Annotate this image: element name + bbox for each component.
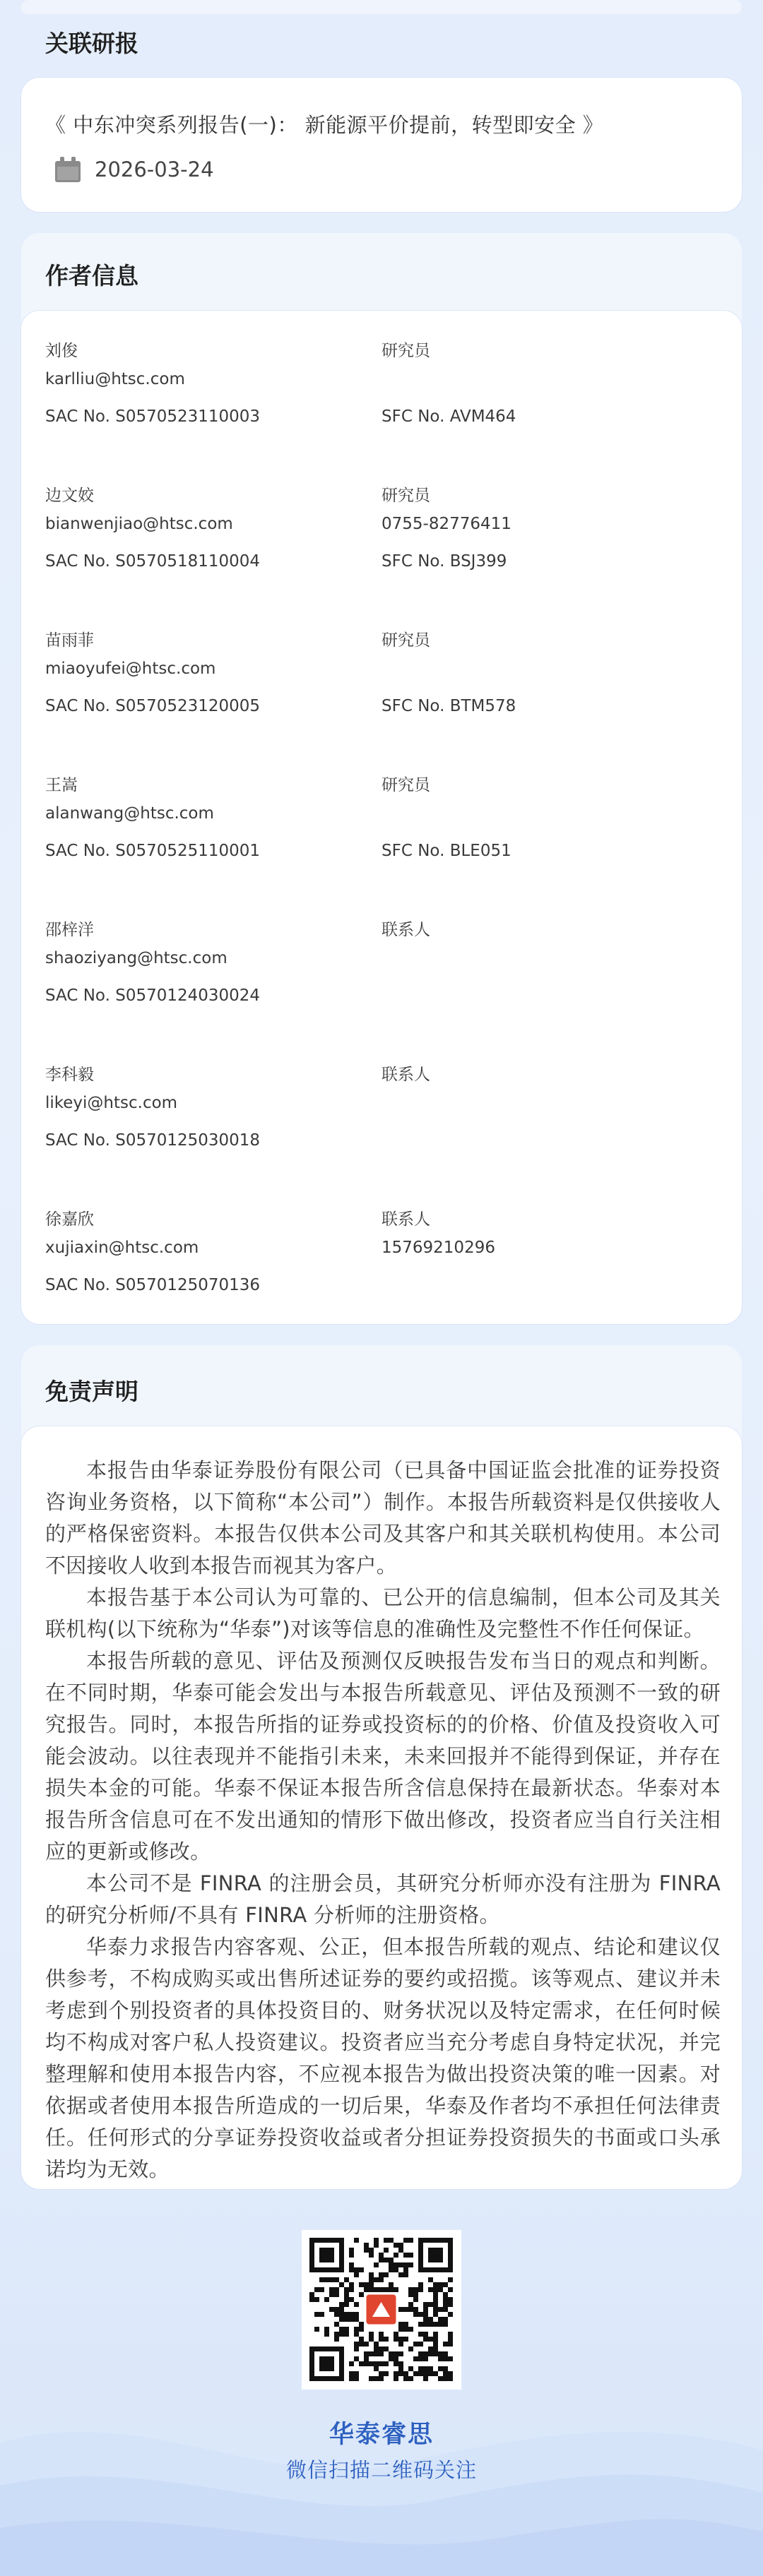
- report-date: 2026-03-24: [95, 157, 214, 181]
- author-entry: [45, 482, 723, 609]
- author-phone: 15769210296: [382, 1239, 495, 1257]
- author-name: 李科毅: [45, 1066, 94, 1084]
- author-email[interactable]: xujiaxin@htsc.com: [45, 1239, 199, 1257]
- author-role: 研究员: [382, 342, 430, 360]
- disclaimer-paragraph: 华泰力求报告内容客观、公正，但本报告所载的观点、结论和建议仅供参考，不构成购买或出售所述证券的要约或招揽。该等观点、建议并未考虑到个别投资者的具体投资目的、财务状况以及特定需求，在任何时候均不构成对客户私人投资建议。投资者应当充分考虑自身特定状况，并完整理解和使用本报告内容，不应视本报告为做出投资决策的唯一因素。对依据或者使用本报告所造成的一切后果，华泰及作者均不承担任何法律责任。任何形式的分享证券投资收益或者分担证券投资损失的书面或口头承诺均为无效。: [45, 1935, 721, 2181]
- author-sfc-number: SFC No. BLE051: [382, 842, 511, 860]
- author-entry: [45, 338, 723, 465]
- author-entry: [45, 627, 723, 754]
- author-email[interactable]: likeyi@htsc.com: [45, 1094, 178, 1112]
- author-name: 王嵩: [45, 776, 78, 794]
- author-sac-number: SAC No. S0570125030018: [45, 1131, 261, 1150]
- author-sac-number: SAC No. S0570525110001: [45, 842, 261, 860]
- author-sac-number: SAC No. S0570125070136: [45, 1276, 261, 1294]
- author-phone: 0755-82776411: [382, 515, 511, 533]
- author-sac-number: SAC No. S0570523120005: [45, 697, 261, 715]
- author-sac-number: SAC No. S0570523110003: [45, 407, 261, 426]
- author-sfc-number: SFC No. BTM578: [382, 697, 516, 715]
- calendar-icon: [55, 157, 81, 182]
- author-name: 徐嘉欣: [45, 1210, 94, 1229]
- author-role: 研究员: [382, 776, 430, 794]
- author-sac-number: SAC No. S0570124030024: [45, 986, 261, 1005]
- disclaimer-paragraph: 本报告基于本公司认为可靠的、已公开的信息编制，但本公司及其关联机构(以下统称为“华泰”)对该等信息的准确性及完整性不作任何保证。: [45, 1585, 721, 1641]
- author-role: 研究员: [382, 487, 430, 505]
- brand-subtitle: 微信扫描二维码关注: [285, 2458, 477, 2482]
- author-role: 研究员: [382, 631, 430, 650]
- author-email[interactable]: miaoyufei@htsc.com: [45, 660, 216, 678]
- author-role: 联系人: [382, 921, 430, 939]
- author-entry: [45, 1206, 723, 1333]
- author-email[interactable]: alanwang@htsc.com: [45, 804, 214, 823]
- author-entry: [45, 917, 723, 1044]
- author-name: 边文姣: [45, 487, 94, 505]
- author-name: 刘俊: [45, 342, 78, 360]
- related-report-card[interactable]: [21, 78, 742, 212]
- related-reports-title: 关联研报: [45, 30, 138, 57]
- author-name: 苗雨菲: [45, 631, 94, 650]
- author-role: 联系人: [382, 1066, 430, 1084]
- related-report-link[interactable]: 《 中东冲突系列报告(一)： 新能源平价提前，转型即安全 》: [45, 113, 604, 137]
- author-role: 联系人: [382, 1210, 430, 1229]
- disclaimer-paragraph: 本报告由华泰证券股份有限公司（已具备中国证监会批准的证券投资咨询业务资格，以下简称“本公司”）制作。本报告所载资料是仅供接收人的严格保密资料。本报告仅供本公司及其客户和其关联机构使用。本公司不因接收人收到本报告而视其为客户。: [45, 1458, 721, 1578]
- qr-code-icon[interactable]: [302, 2230, 461, 2390]
- report-date-row: [55, 154, 214, 185]
- disclaimer-paragraph: 本公司不是 FINRA 的注册会员，其研究分析师亦没有注册为 FINRA 的研究分析师/不具有 FINRA 分析师的注册资格。: [45, 1871, 721, 1927]
- brand-name: 华泰睿思: [329, 2421, 434, 2449]
- author-email[interactable]: bianwenjiao@htsc.com: [45, 515, 233, 533]
- disclaimer-title: 免责声明: [45, 1378, 138, 1405]
- author-entry: [45, 772, 723, 899]
- author-email[interactable]: shaoziyang@htsc.com: [45, 949, 227, 967]
- disclaimer-paragraph: 本报告所载的意见、评估及预测仅反映报告发布当日的观点和判断。在不同时期，华泰可能会发出与本报告所载意见、评估及预测不一致的研究报告。同时，本报告所指的证券或投资标的的价格、价值及投资收入可能会波动。以往表现并不能指引未来，未来回报并不能得到保证，并存在损失本金的可能。华泰不保证本报告所含信息保持在最新状态。华泰对本报告所含信息可在不发出通知的情形下做出修改，投资者应当自行关注相应的更新或修改。: [45, 1649, 721, 1864]
- author-sfc-number: SFC No. AVM464: [382, 407, 516, 426]
- author-name: 邵梓洋: [45, 921, 94, 939]
- author-entry: [45, 1061, 723, 1188]
- author-sfc-number: SFC No. BSJ399: [382, 552, 507, 571]
- authors-title: 作者信息: [45, 262, 138, 290]
- author-sac-number: SAC No. S0570518110004: [45, 552, 261, 571]
- author-email[interactable]: karlliu@htsc.com: [45, 370, 185, 388]
- disclaimer-text: [45, 1455, 721, 2186]
- top-strip: [21, 0, 742, 14]
